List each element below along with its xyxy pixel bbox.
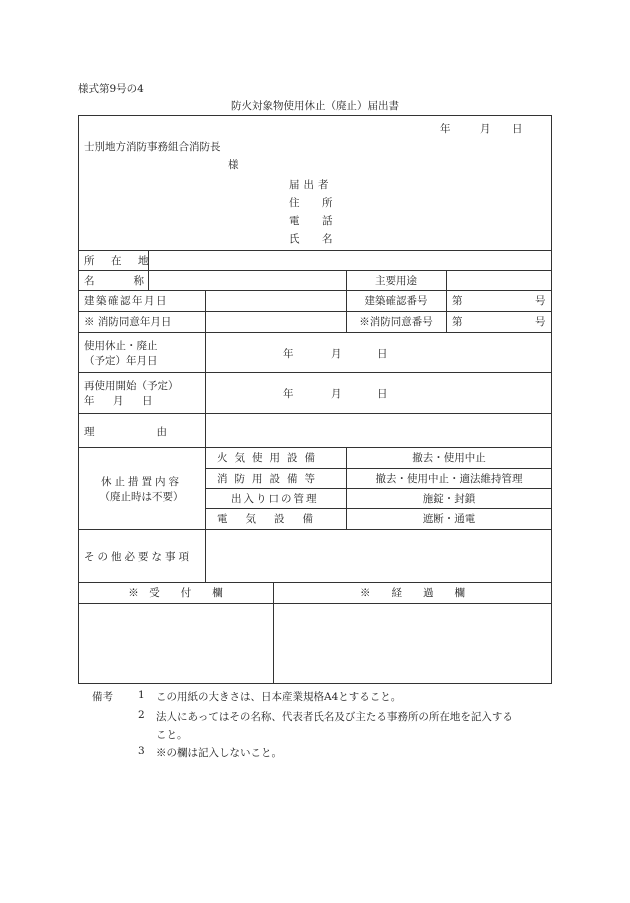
number-suffix: 号 <box>535 316 546 328</box>
number-prefix: 第 <box>452 316 463 328</box>
resume-year: 年 <box>283 388 294 400</box>
row-line <box>78 447 552 448</box>
main-use-label: 主要用途 <box>375 275 417 287</box>
applicant-name: 氏 名 <box>289 233 339 245</box>
applicant-address: 住 所 <box>289 197 339 209</box>
row-line <box>78 603 552 604</box>
measure-item: 消防用設備等 <box>217 473 322 485</box>
row-line <box>78 311 552 312</box>
note-text: 法人にあってはその名称、代表者氏名及び主たる事務所の所在地を記入する <box>156 711 513 723</box>
measure-action: 遮断・通電 <box>422 513 476 525</box>
honorific: 様 <box>228 159 239 171</box>
note-text: こと。 <box>156 729 188 741</box>
measure-action: 施錠・封鎖 <box>422 493 476 505</box>
building-confirm-no-label: 建築確認番号 <box>364 295 428 307</box>
measures-label-1: 休止措置内容 <box>101 476 182 488</box>
row-line <box>78 413 552 414</box>
suspend-year: 年 <box>283 348 294 360</box>
row-line <box>78 372 552 373</box>
building-confirm-date-label: 建築確認年月日 <box>84 295 168 307</box>
progress-label: ※ 経 過 欄 <box>360 587 465 599</box>
suspend-month: 月 <box>331 348 342 360</box>
resume-date-label-1: 再使用開始（予定） <box>84 380 179 392</box>
fire-consent-date-label: ※ 消防同意年月日 <box>84 316 172 328</box>
reason-label: 理 由 <box>84 426 171 438</box>
name-label: 名 称 <box>84 275 150 287</box>
row-line <box>78 270 552 271</box>
number-prefix: 第 <box>452 295 463 307</box>
note-number: 2 <box>138 709 145 721</box>
fire-consent-no-label: ※消防同意番号 <box>359 316 433 328</box>
date-day: 日 <box>512 123 523 135</box>
col-line <box>205 290 206 529</box>
frame-bottom <box>78 683 552 684</box>
note-number: 1 <box>138 689 145 701</box>
measure-item: 出入り口の管理 <box>231 493 319 505</box>
col-line <box>205 529 206 582</box>
form-title: 防火対象物使用休止（廃止）届出書 <box>231 100 399 112</box>
measure-action: 撤去・使用中止 <box>412 452 486 464</box>
location-label: 所 在 地 <box>84 255 152 267</box>
date-month: 月 <box>480 123 491 135</box>
note-text: この用紙の大きさは、日本産業規格A4とすること。 <box>156 691 402 703</box>
form-number: 様式第9号の4 <box>78 83 144 95</box>
row-line <box>78 250 552 251</box>
row-line <box>78 529 552 530</box>
date-year: 年 <box>440 123 451 135</box>
recipient: 士別地方消防事務組合消防長 <box>84 141 221 153</box>
suspend-day: 日 <box>377 348 388 360</box>
row-line <box>205 508 552 509</box>
frame-top <box>78 115 552 116</box>
suspend-date-label-2: （予定）年月日 <box>84 355 158 367</box>
suspend-date-label-1: 使用休止・廃止 <box>84 340 158 352</box>
reception-label: ※ 受 付 欄 <box>128 587 223 599</box>
row-line <box>78 332 552 333</box>
other-label: その他必要な事項 <box>84 551 192 563</box>
row-line <box>205 488 552 489</box>
applicant-label: 届出者 <box>289 179 333 191</box>
resume-day: 日 <box>377 388 388 400</box>
measure-item: 電気設備 <box>217 513 331 525</box>
measure-action: 撤去・使用中止・適法維持管理 <box>375 473 523 485</box>
notes-label: 備考 <box>92 691 113 703</box>
note-text: ※の欄は記入しないこと。 <box>156 747 282 759</box>
applicant-phone: 電 話 <box>289 215 339 227</box>
col-line <box>446 270 447 332</box>
measures-label-2: （廃止時は不要） <box>99 491 184 503</box>
row-line <box>78 582 552 583</box>
resume-date-label-2: 年 月 日 <box>84 395 157 407</box>
measure-item: 火気使用設備 <box>217 452 322 464</box>
resume-month: 月 <box>331 388 342 400</box>
number-suffix: 号 <box>535 295 546 307</box>
row-line <box>78 290 552 291</box>
row-line <box>205 468 552 469</box>
note-number: 3 <box>138 745 145 757</box>
